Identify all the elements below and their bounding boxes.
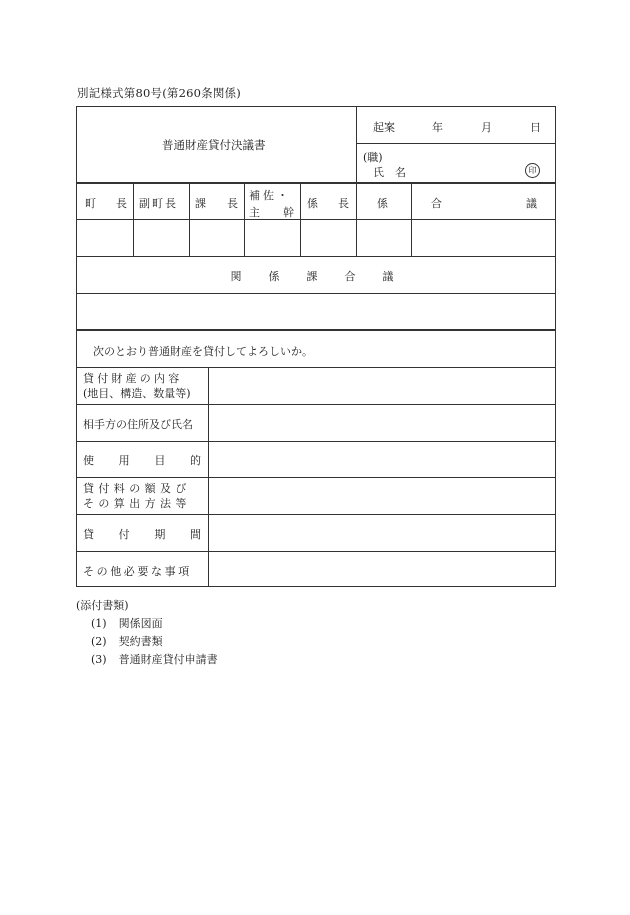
form-label: 別記様式第80号(第260条関係) [77, 86, 241, 100]
column-divider [356, 183, 357, 257]
label-purpose: 使 用 目 的 [83, 454, 201, 467]
attachments-heading: (添付書類) [76, 599, 129, 612]
row-divider [77, 293, 555, 294]
row-divider [77, 514, 555, 515]
approver-section-chief: 課 長 [195, 197, 238, 210]
related-section-consult: 関 係 課 合 議 [230, 270, 402, 283]
column-divider [411, 183, 412, 257]
column-divider [356, 107, 357, 183]
label-period: 貸 付 期 間 [83, 528, 201, 541]
row-divider [77, 477, 555, 478]
approver-deputy: 副町長 [139, 197, 178, 210]
label-other: その他必要な事項 [83, 565, 192, 578]
approver-consult: 合 議 [431, 197, 537, 210]
form-title: 普通財産貸付決議書 [162, 138, 266, 152]
row-divider [77, 441, 555, 442]
statement-text: 次のとおり普通財産を貸付してよろしいか。 [93, 345, 313, 358]
decision-form-table [76, 106, 556, 587]
column-divider [133, 183, 134, 257]
row-divider [356, 143, 556, 144]
label-property: 貸付財産の内容 (地目、構造、数量等) [83, 372, 191, 400]
approver-staff-head: 係 長 [307, 197, 349, 210]
row-divider [77, 329, 555, 331]
seal-mark: 印 [525, 163, 540, 178]
attachment-item: (1) 関係図面 [91, 617, 163, 630]
column-divider [189, 183, 190, 257]
approver-assistant-bottom: 主 幹 [249, 206, 294, 219]
draft-label: 起案 [373, 121, 395, 134]
row-divider [77, 256, 555, 257]
row-divider [77, 404, 555, 405]
column-divider [208, 367, 209, 587]
official-post: (職) [363, 151, 383, 164]
draft-month: 月 [481, 121, 492, 134]
row-divider [77, 182, 555, 184]
label-party: 相手方の住所及び氏名 [83, 418, 193, 431]
row-divider [77, 219, 555, 220]
official-name: 氏 名 [373, 166, 406, 179]
draft-day: 日 [530, 121, 541, 134]
approver-chief: 町 長 [85, 197, 127, 210]
column-divider [300, 183, 301, 257]
row-divider [77, 551, 555, 552]
row-divider [77, 367, 555, 368]
attachment-item: (2) 契約書類 [91, 635, 163, 648]
attachment-item: (3) 普通財産貸付申請書 [91, 653, 218, 666]
label-fee: 貸付料の額及び その算出方法等 [83, 482, 191, 510]
approver-staff: 係 [377, 197, 388, 210]
draft-year: 年 [432, 121, 443, 134]
approver-assistant-top: 補佐・ [249, 189, 291, 202]
column-divider [244, 183, 245, 257]
